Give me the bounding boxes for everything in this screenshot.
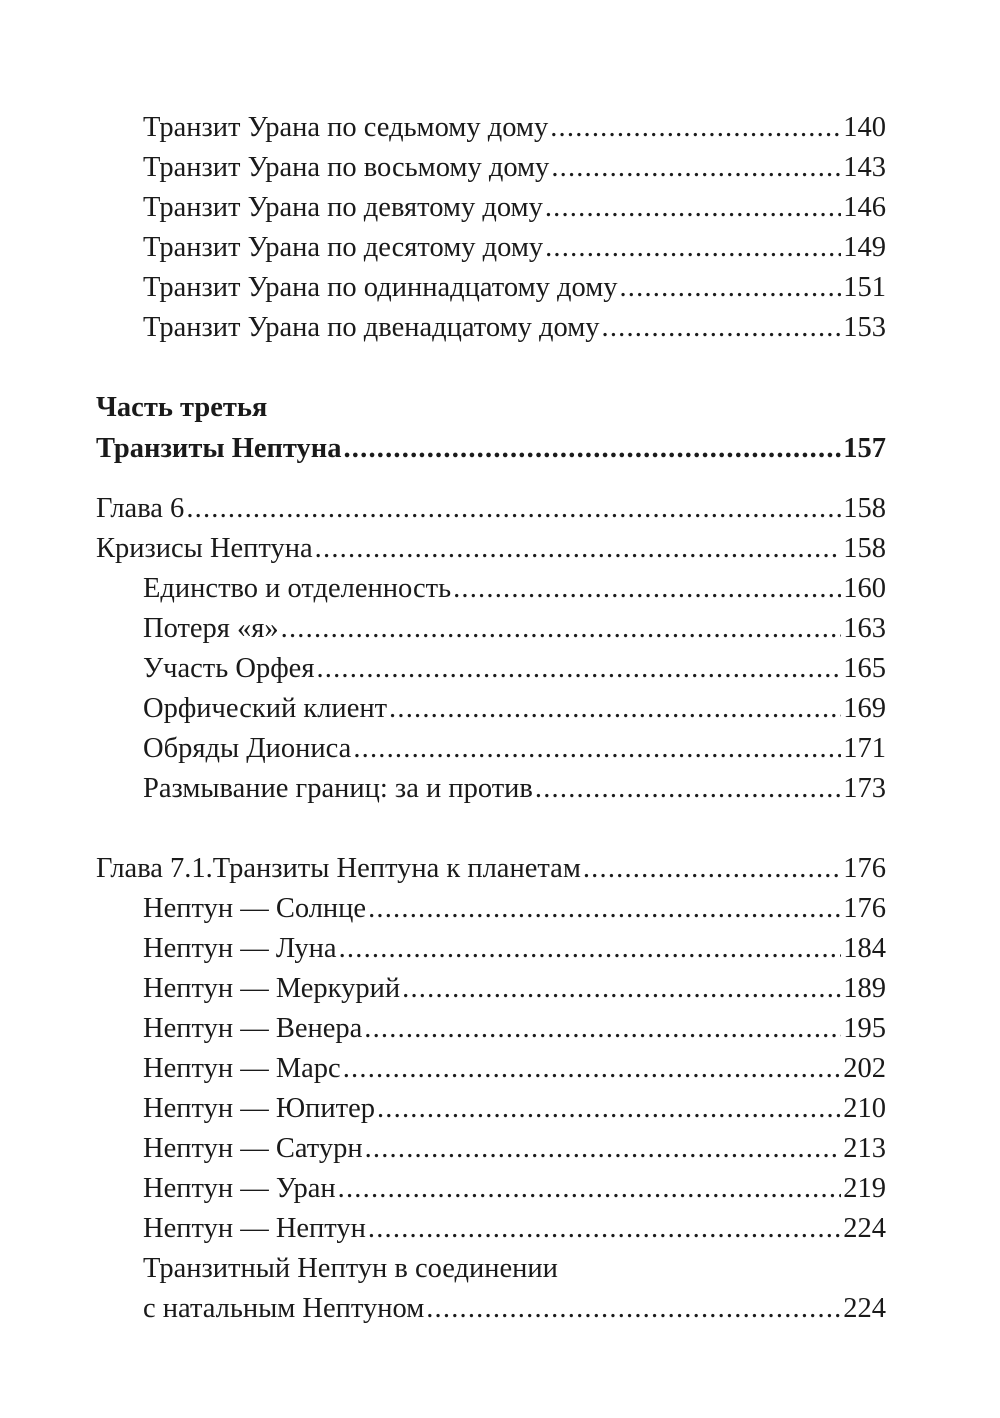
toc-entry-page-number: 171 (843, 733, 886, 764)
toc-entry-title: Транзит Урана по седьмому дому (143, 112, 549, 143)
toc-entry (143, 1009, 886, 1049)
dot-leader (281, 609, 842, 649)
dot-leader (316, 649, 841, 689)
dot-leader (343, 1049, 842, 1089)
toc-entry-title: Глава 7.1.Транзиты Нептуна к планетам (96, 853, 581, 884)
toc-entry (143, 889, 886, 929)
toc-entry-page-number: 210 (843, 1093, 886, 1124)
toc-entry-page-number: 163 (843, 613, 886, 644)
toc-entry (143, 1049, 886, 1089)
toc-entry (143, 1209, 886, 1249)
toc-entry (143, 689, 886, 729)
toc-entry-title: Нептун — Венера (143, 1013, 363, 1044)
dot-leader (186, 489, 841, 529)
toc-entry-title: Транзитный Нептун в соединении (143, 1253, 558, 1284)
toc-entry-title: Размывание границ: за и против (143, 773, 533, 804)
toc-entry-page-number: 189 (843, 973, 886, 1004)
dot-leader (338, 1169, 842, 1209)
toc-entry-title: с натальным Нептуном (143, 1293, 425, 1324)
toc-entry-title: Орфический клиент (143, 693, 388, 724)
toc-entry-title: Транзит Урана по восьмому дому (143, 152, 550, 183)
toc-entry-page-number: 202 (843, 1053, 886, 1084)
toc-entry (143, 1129, 886, 1169)
toc-entry-page-number: 143 (843, 152, 886, 183)
toc-entry (143, 649, 886, 689)
toc-entry-page-number: 173 (843, 773, 886, 804)
toc-entry-title: Нептун — Луна (143, 933, 337, 964)
toc-entry (143, 769, 886, 809)
toc-entry-title: Нептун — Меркурий (143, 973, 401, 1004)
toc-entry (143, 268, 886, 308)
toc-entry-title: Нептун — Сатурн (143, 1133, 363, 1164)
toc-entry-page-number: 176 (843, 893, 886, 924)
toc-entry-title: Единство и отделенность (143, 573, 452, 604)
dot-leader (453, 569, 841, 609)
toc-entry-page-number: 195 (843, 1013, 886, 1044)
toc-entry (143, 188, 886, 228)
toc-entry-title: Часть третья (96, 392, 268, 423)
toc-entry (143, 1289, 886, 1329)
toc-entry (143, 148, 886, 188)
toc-entry-title: Транзиты Нептуна (96, 433, 342, 464)
toc-entry-title: Транзит Урана по десятому дому (143, 232, 544, 263)
toc-entry-title: Нептун — Солнце (143, 893, 367, 924)
toc-entry-page-number: 146 (843, 192, 886, 223)
toc-entry (143, 1089, 886, 1129)
dot-leader (551, 148, 841, 188)
toc-entry-page-number: 153 (843, 312, 886, 343)
toc-entry (143, 929, 886, 969)
dot-leader (550, 108, 841, 148)
toc-entry-title: Нептун — Марс (143, 1053, 341, 1084)
dot-leader (353, 729, 841, 769)
toc-entry-page-number: 140 (843, 112, 886, 143)
toc-entry-page-number: 176 (843, 853, 886, 884)
toc-entry-page-number: 151 (843, 272, 886, 303)
toc-entry-page-number: 149 (843, 232, 886, 263)
toc-entry-title: Транзит Урана по девятому дому (143, 192, 543, 223)
dot-leader (365, 1129, 842, 1169)
dot-leader (583, 849, 841, 889)
toc-entry-title: Нептун — Юпитер (143, 1093, 375, 1124)
dot-leader (339, 929, 842, 969)
toc-entry (143, 108, 886, 148)
toc-entry-page-number: 169 (843, 693, 886, 724)
dot-leader (545, 188, 841, 228)
dot-leader (389, 689, 841, 729)
toc-entry-title: Транзит Урана по одиннадцатому дому (143, 272, 618, 303)
toc-entry-title: Потеря «я» (143, 613, 279, 644)
toc-entry-page-number: 160 (843, 573, 886, 604)
toc-entry-page-number: 213 (843, 1133, 886, 1164)
dot-leader (315, 529, 842, 569)
toc-entry (96, 429, 886, 469)
dot-leader (402, 969, 841, 1009)
toc-heading (96, 388, 886, 428)
toc-entry-title: Нептун — Уран (143, 1173, 336, 1204)
toc-entry (143, 729, 886, 769)
toc-entry (96, 489, 886, 529)
toc-entry (143, 609, 886, 649)
toc-entry-page-number: 224 (843, 1213, 886, 1244)
dot-leader (545, 228, 841, 268)
dot-leader (364, 1009, 841, 1049)
toc-entry-title: Транзит Урана по двенадцатому дому (143, 312, 600, 343)
toc-entry (143, 228, 886, 268)
dot-leader (377, 1089, 841, 1129)
toc-entry (143, 969, 886, 1009)
toc-entry-title: Нептун — Нептун (143, 1213, 366, 1244)
dot-leader (619, 268, 841, 308)
toc-entry-page-number: 157 (843, 433, 886, 464)
toc-entry-page-number: 224 (843, 1293, 886, 1324)
toc-entry (143, 569, 886, 609)
toc-entry-title: Обряды Диониса (143, 733, 352, 764)
toc-entry-title: Глава 6 (96, 493, 185, 524)
dot-leader (426, 1289, 841, 1329)
toc-entry-page-number: 158 (843, 533, 886, 564)
toc-entry-page-number: 165 (843, 653, 886, 684)
toc-entry-title: Кризисы Нептуна (96, 533, 313, 564)
toc-entry-page-number: 158 (843, 493, 886, 524)
toc-entry (143, 1169, 886, 1209)
toc-entry-page-number: 219 (843, 1173, 886, 1204)
toc-entry (96, 529, 886, 569)
toc-entry-title: Участь Орфея (143, 653, 315, 684)
toc-entry (96, 849, 886, 889)
toc-entry-page-number: 184 (843, 933, 886, 964)
dot-leader (343, 429, 841, 469)
toc-entry (143, 308, 886, 348)
dot-leader (602, 308, 842, 348)
toc-heading (143, 1249, 886, 1289)
dot-leader (535, 769, 841, 809)
dot-leader (368, 889, 841, 929)
dot-leader (368, 1209, 841, 1249)
